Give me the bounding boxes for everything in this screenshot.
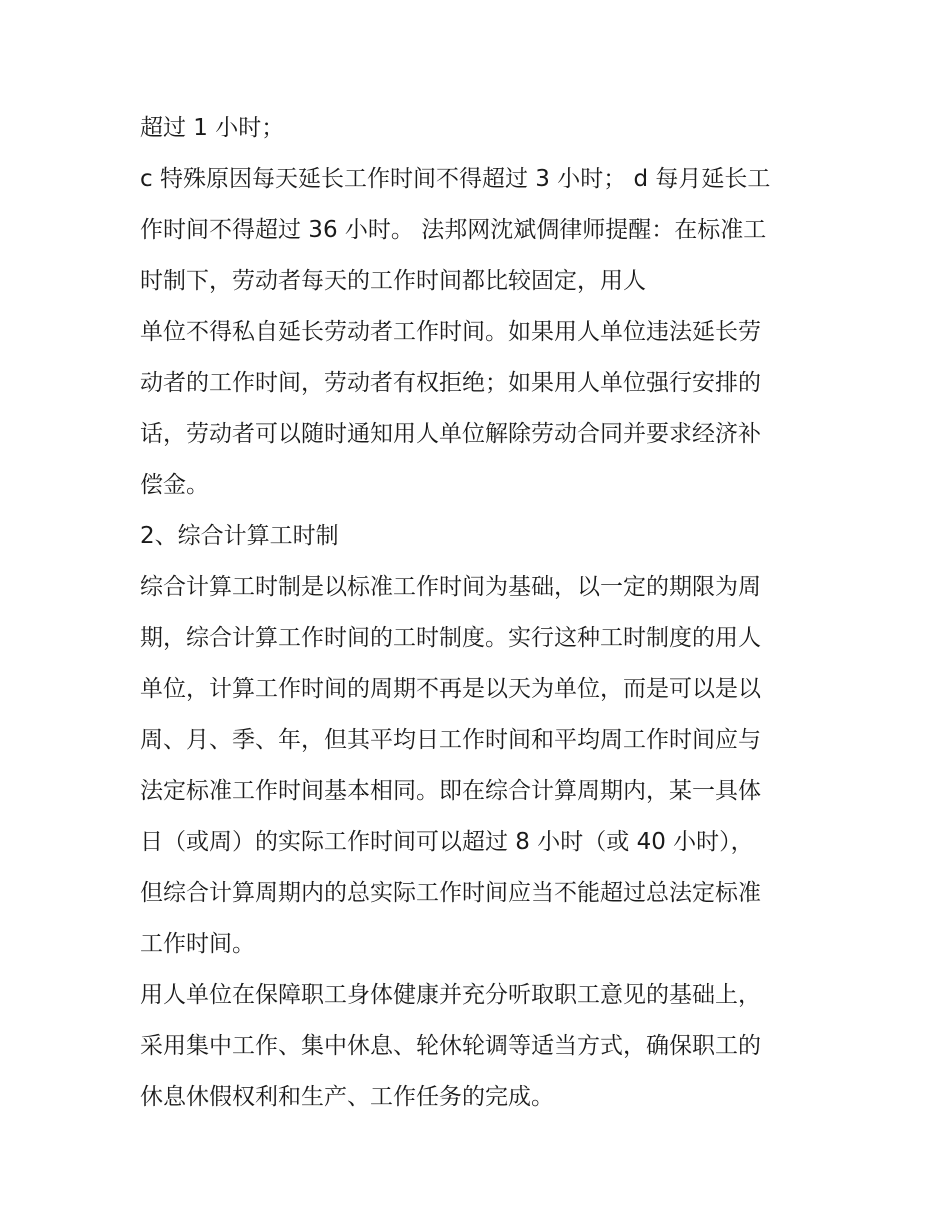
text-line: 用人单位在保障职工身体健康并充分听取职工意见的基础上， — [140, 982, 761, 1008]
text-line: 工作时间。 — [140, 931, 255, 957]
text-line: 话，劳动者可以随时通知用人单位解除劳动合同并要求经济补 — [140, 421, 761, 447]
text-line: 偿金。 — [140, 472, 209, 498]
text-line: 但综合计算周期内的总实际工作时间应当不能超过总法定标准 — [140, 880, 761, 906]
text-line: 采用集中工作、集中休息、轮休轮调等适当方式，确保职工的 — [140, 1033, 761, 1059]
text-line: 单位不得私自延长劳动者工作时间。如果用人单位违法延长劳 — [140, 319, 761, 345]
text-line: 期，综合计算工作时间的工时制度。实行这种工时制度的用人 — [140, 625, 761, 651]
text-line: 动者的工作时间，劳动者有权拒绝；如果用人单位强行安排的 — [140, 370, 761, 396]
section-heading: 2、综合计算工时制 — [140, 523, 339, 549]
text-line: 单位，计算工作时间的周期不再是以天为单位，而是可以是以 — [140, 676, 761, 702]
text-line: 作时间不得超过 36 小时。 法邦网沈斌倜律师提醒：在标准工 — [140, 217, 767, 243]
text-line: 法定标准工作时间基本相同。即在综合计算周期内，某一具体 — [140, 778, 761, 804]
text-line: 周、月、季、年，但其平均日工作时间和平均周工作时间应与 — [140, 727, 761, 753]
text-line: 时制下，劳动者每天的工作时间都比较固定，用人 — [140, 268, 646, 294]
text-line: 休息休假权利和生产、工作任务的完成。 — [140, 1084, 554, 1110]
text-line: c 特殊原因每天延长工作时间不得超过 3 小时； d 每月延长工 — [140, 166, 771, 192]
text-line: 超过 1 小时； — [140, 115, 285, 141]
text-line: 综合计算工时制是以标准工作时间为基础，以一定的期限为周 — [140, 574, 761, 600]
text-line: 日（或周）的实际工作时间可以超过 8 小时（或 40 小时）， — [140, 829, 754, 855]
